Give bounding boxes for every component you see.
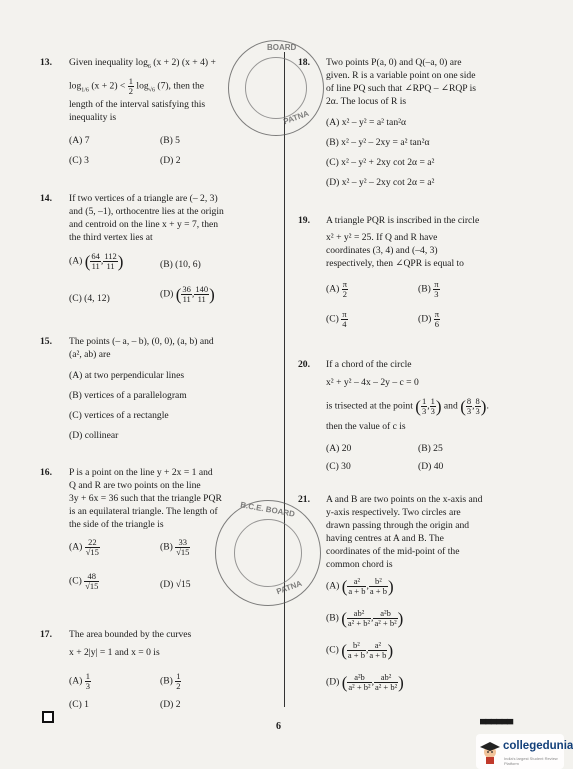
stem-line: The area bounded by the curves [69,629,192,640]
stem-line: If a chord of the circle [326,359,412,370]
stem-line: (a², ab) are [69,349,111,360]
page-number: 6 [276,721,281,732]
question-number: 16. [40,467,52,478]
option-d: (D) 2 [160,155,181,166]
option-a: (A) $\frac{\pi}{2}$ [326,279,348,299]
question-stem [326,358,510,433]
question-number: 19. [298,215,310,226]
stem-line: log [69,80,82,92]
stem-line: log [136,80,149,92]
question-stem [69,192,272,244]
question-18 [298,56,510,196]
option-b: (B) ( $\frac{\text{ab²}}{\text{a² + b²}}$ , $\frac{\text{a²b}}{\text{a² + b²}}$ ) [326,608,404,628]
stamp-label: PATNA [282,108,311,127]
stem-line: is trisected at the point ( $\frac{1}{3}$ , $\frac{1}{3}$ ) and ( $\frac{8}{3}$ , $\frac{8}{3}$ ). [326,396,489,416]
question-15 [40,335,272,445]
question-number: 14. [40,193,52,204]
option-a: (A) ( $\frac{64}{11}$ , $\frac{112}{11}$ ) [69,251,124,271]
stamp-label: PATNA [275,578,304,597]
question-20 [298,358,510,478]
question-stem [69,628,272,659]
question-stem [326,493,510,571]
question-number: 21. [298,494,310,505]
stem-line: (x + 2) (x + 4) + [153,57,216,68]
stem-line: P is a point on the line y + 2x = 1 and [69,467,213,478]
option-b: (B) x² – y² – 2xy = a² tan²α [326,137,430,148]
stem-line: and centroid on the line x + y = 7, then [69,219,219,230]
option-b: (B) 25 [418,443,443,454]
stamp-label: BOARD [267,43,297,52]
board-stamp-top [228,40,324,136]
option-b: (B) $\frac{1}{2}$ [160,671,181,691]
stem-line: 3y + 6x = 36 such that the triangle PQR [69,493,222,504]
question-number: 20. [298,359,310,370]
stem-line: drawn passing through the origin and [326,520,470,531]
stem-line: the side of the triangle is [69,519,164,530]
question-19 [298,214,510,334]
stem-line: common chord is [326,559,393,570]
stem-line: x² + y² – 4x – 2y – c = 0 [326,377,419,388]
stamp-label: B.C.E. BOARD [239,500,296,519]
option-a: (A) $\frac{1}{3}$ [69,671,90,691]
question-stem: Given inequality $\log_6 (x + 2) (x + 4)$ + $\log_{1/6} (x + 2)$ < $\frac{1}{2}$ $\log_{√6} (7)$, then the length of the interval satisfying this inequality is [69,56,272,124]
logo-brand: collegeduniа [503,740,573,752]
option-d: (D) x² – y² – 2xy cot 2α = a² [326,177,435,188]
column-divider [284,52,285,707]
stem-line: A and B are two points on the x-axis and [326,494,483,505]
question-number: 13. [40,57,52,68]
stem-line: y-axis respectively. Two circles are [326,507,461,518]
option-c: (C) ( $\frac{\text{b²}}{a + b}$ , $\frac{\text{a²}}{a + b}$ ) [326,640,394,660]
option-b: (B) 5 [160,135,180,146]
stem-line: x + 2|y| = 1 and x = 0 is [69,647,160,658]
stem-line: (x + 2) < [91,80,126,92]
option-c: (C) vertices of a rectangle [69,410,169,421]
square-bullet-icon [42,711,54,723]
question-21 [298,493,510,708]
option-a: (A) ( $\frac{\text{a²}}{a + b}$ , $\frac{\text{b²}}{a + b}$ ) [326,576,394,596]
question-number: 17. [40,629,52,640]
stem-line: Q and R are two points on the line [69,480,201,491]
fraction: $\frac{1}{2}$ [128,75,133,96]
option-d: (D) collinear [69,430,119,441]
option-c: (C) (4, 12) [69,293,110,304]
option-c: (C) 3 [69,155,89,166]
student-avatar-icon [480,740,500,764]
option-b: (B) (10, 6) [160,259,201,270]
stem-line: Given inequality log [69,57,148,68]
option-d: (D) 2 [160,699,181,710]
stem-line: inequality is [69,111,117,123]
option-d: (D) ( $\frac{36}{11}$ , $\frac{140}{11}$ ) [160,284,215,304]
option-a: (A) at two perpendicular lines [69,370,185,381]
stem-line: Two points P(a, 0) and Q(–a, 0) are [326,57,462,68]
collegedunia-logo[interactable] [476,734,573,769]
stem-line: then the value of c is [326,421,406,432]
option-c: (C) $\frac{48}{√15}$ [69,571,99,591]
option-d: (D) √15 [160,579,191,590]
option-d: (D) 40 [418,461,444,472]
stem-line: of line PQ such that ∠RPQ – ∠RQP is [326,83,477,94]
option-b: (B) $\frac{33}{√15}$ [160,537,190,557]
stem-line: The points (– a, – b), (0, 0), (a, b) and [69,336,214,347]
stem-line: given. R is a variable point on one side [326,70,476,81]
stem-line: having centres at A and B. The [326,533,444,544]
question-stem [69,335,272,361]
question-number: 18. [298,57,310,68]
board-stamp-bottom [215,500,321,606]
stem-line: length of the interval satisfying this [69,98,206,110]
option-c: (C) 30 [326,461,351,472]
stem-line: If two vertices of a triangle are (– 2, 3) [69,193,218,204]
question-number: 15. [40,336,52,347]
stem-line: coordinates of the mid-point of the [326,546,460,557]
option-d: (D) $\frac{\pi}{6}$ [418,309,440,329]
question-stem [326,214,510,270]
stem-line: 2α. The locus of R is [326,96,407,107]
option-d: (D) ( $\frac{\text{a²b}}{\text{a² + b²}}$ , $\frac{\text{ab²}}{\text{a² + b²}}$ ) [326,672,404,692]
question-14 [40,192,272,312]
stem-line: respectively, then ∠QPR is equal to [326,258,464,269]
option-c: (C) x² – y² + 2xy cot 2α = a² [326,157,435,168]
stem-line: is an equilateral triangle. The length of [69,506,218,517]
question-17 [40,628,272,708]
stem-line: x² + y² = 25. If Q and R have [326,232,438,243]
option-b: (B) vertices of a parallelogram [69,390,187,401]
stem-line: coordinates (3, 4) and (–4, 3) [326,245,438,256]
logo-tagline: India's largest Student Review Platform [504,756,558,766]
option-b: (B) $\frac{\pi}{3}$ [418,279,439,299]
stem-line: and (5, –1), orthocentre lies at the origin [69,206,224,217]
footer-mark: ▀▀▀▀▀▀ [480,719,513,729]
stem-line: A triangle PQR is inscribed in the circle [326,215,480,226]
option-a: (A) $\frac{22}{√15}$ [69,537,99,557]
option-c: (C) $\frac{\pi}{4}$ [326,309,347,329]
option-a: (A) 20 [326,443,352,454]
question-stem [326,56,510,108]
option-c: (C) 1 [69,699,89,710]
stem-line: (7), then the [157,80,204,92]
option-a: (A) 7 [69,135,90,146]
stem-line: the third vertex lies at [69,232,153,243]
option-a: (A) x² – y² = a² tan²α [326,117,407,128]
